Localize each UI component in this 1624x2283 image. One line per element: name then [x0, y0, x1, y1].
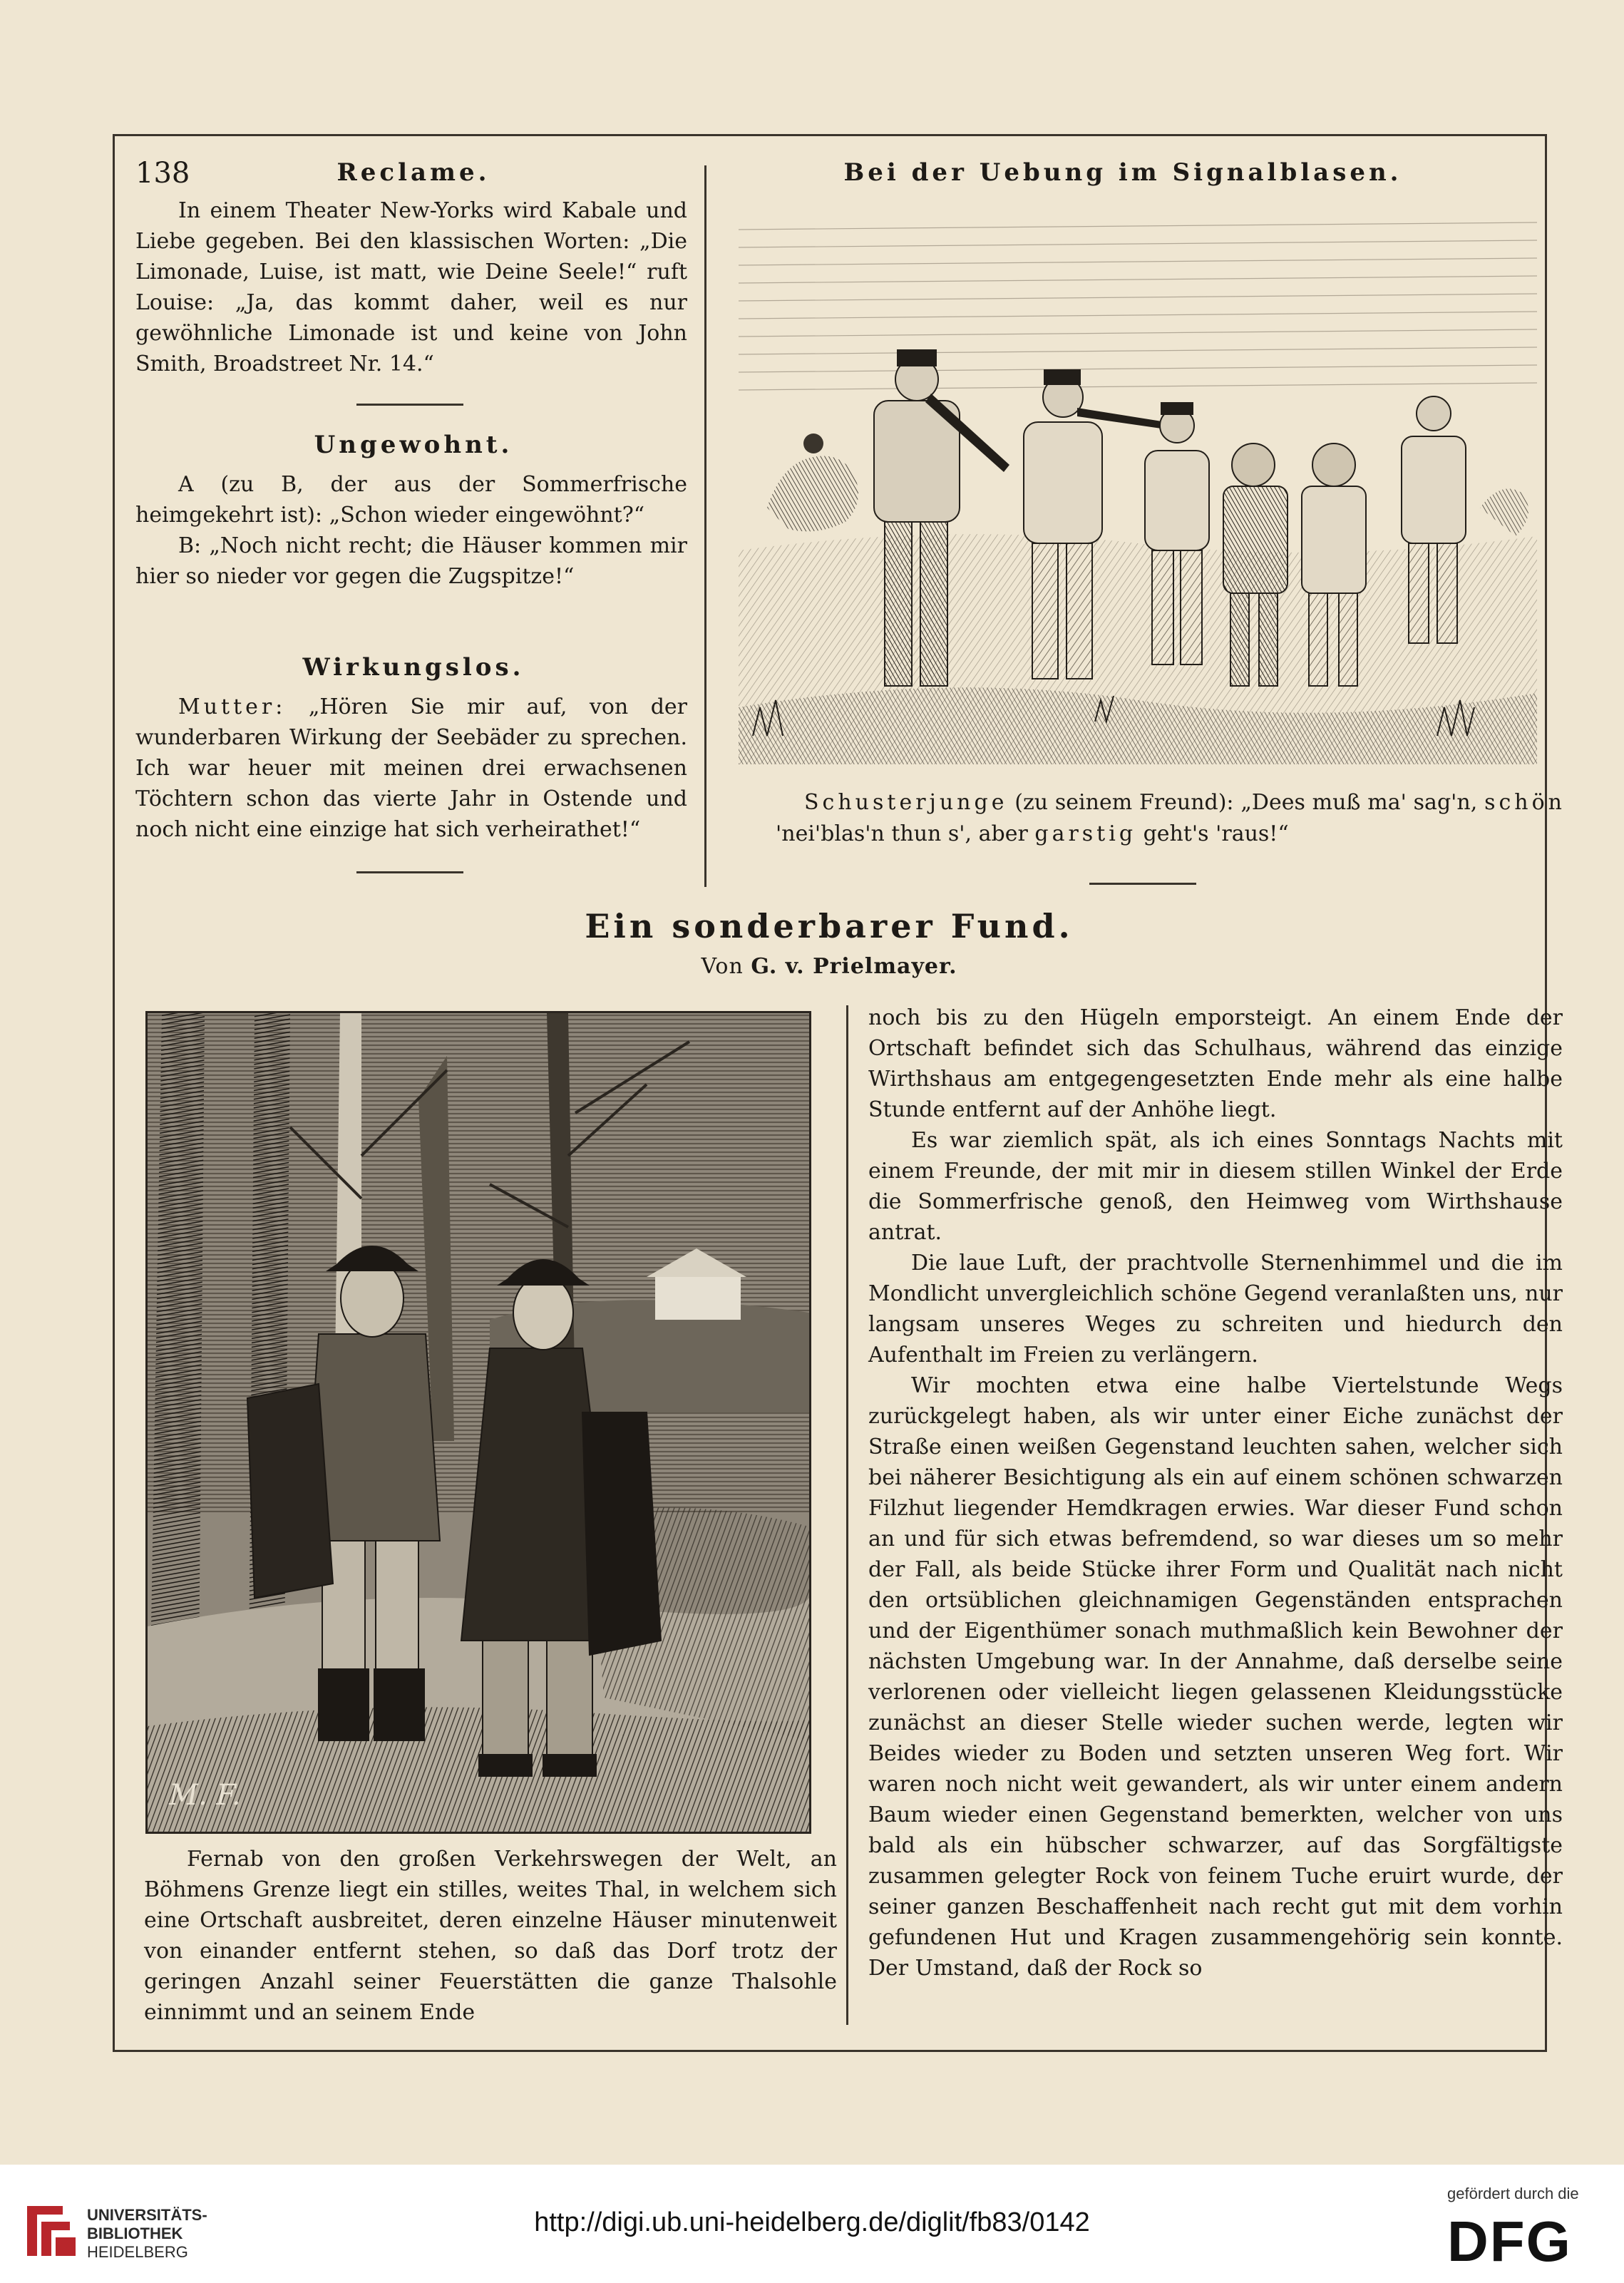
- divider-rule: [1089, 883, 1196, 885]
- library-line-3: HEIDELBERG: [87, 2243, 188, 2261]
- divider-rule: [356, 404, 463, 406]
- story-text-right: [868, 1002, 1563, 1984]
- library-line-2: BIBLIOTHEK: [87, 2225, 183, 2242]
- ungewohnt-line-a: A (zu B, der aus der Sommerfrische heimgekehrt ist): „Schon wieder eingewöhnt?“: [135, 472, 687, 528]
- divider-rule: [356, 871, 463, 873]
- wirkungslos-quote: „Hören Sie mir auf, von der wunderbaren Wirkung der Seebäder zu sprechen. Ich war heuer mit meinen drei erwachsenen Töchtern schon das vierte Jahr in Ostende und noch nicht eine einzige hat sich verheirathet!“: [135, 694, 687, 842]
- library-line-1: UNIVERSITÄTS-: [87, 2206, 207, 2224]
- cartoon-caption: [776, 787, 1566, 850]
- story-paragraph-continuation: noch bis zu den Hügeln emporsteigt. An einem Ende der Ortschaft befindet sich das Schulhaus, während das einzige Wirthshaus am entgegengesetzten Ende mehr als eine halbe Stunde entfernt auf der Anhöhe liegt.: [868, 1005, 1563, 1122]
- funder-note: gefördert durch die: [1447, 2185, 1579, 2202]
- signal-practice-illustration: [739, 208, 1537, 764]
- column-divider-bottom: [846, 1005, 848, 2025]
- story-paragraph: Es war ziemlich spät, als ich eines Sonntags Nachts mit einem Freunde, der mit mir in diesem stillen Winkel der Erde die Sommerfrische genoß, den Heimweg vom Wirthshause antrat.: [868, 1128, 1563, 1245]
- reclame-paragraph: In einem Theater New-Yorks wird Kabale und Liebe gegeben. Bei den klassischen Worten: „Die Limonade, Luise, ist matt, wie Deine Seele!“ ruft Louise: „Ja, das kommt daher, weil es nur gewöhnliche Limonade ist und keine von John Smith, Broadstreet Nr. 14.“: [135, 198, 687, 376]
- story-title: Ein sonderbarer Fund.: [585, 907, 1074, 945]
- story-text-left: [144, 1844, 837, 2028]
- caption-quote-start: „Dees muß ma' sag'n,: [1240, 790, 1478, 815]
- story-opening-paragraph: Fernab von den großen Verkehrswegen der Welt, an Böhmens Grenze liegt ein stilles, weites Thal, in welchem sich eine Ortschaft ausbreitet, deren einzelne Häuser minutenweit von einander entfernt stehen, so daß das Dorf trotz der geringen Anzahl seiner Feuerstätten die ganze Thalsohle einnimmt und an seinem Ende: [144, 1847, 837, 2025]
- page-number: 138: [135, 157, 190, 190]
- permalink-url[interactable]: http://digi.ub.uni-heidelberg.de/diglit/fb83/0142: [534, 2207, 1090, 2237]
- digitization-footer: [0, 2165, 1624, 2283]
- illustration-signature: M. F.: [169, 1779, 241, 1812]
- wirkungslos-text: [135, 692, 687, 845]
- caption-emphasis-1: schön: [1484, 790, 1566, 815]
- caption-aside: (zu seinem Freund):: [1014, 790, 1234, 815]
- ungewohnt-text: [135, 469, 687, 592]
- byline-author: G. v. Prielmayer.: [751, 954, 957, 979]
- cartoon-title: Bei der Uebung im Signalblasen.: [843, 158, 1402, 187]
- reclame-text: [135, 195, 687, 379]
- story-byline: [114, 954, 1544, 979]
- caption-speaker: Schusterjunge: [804, 790, 1008, 815]
- column-divider-top: [704, 165, 706, 887]
- dfg-logo[interactable]: DFG: [1447, 2210, 1572, 2273]
- story-paragraph: Die laue Luft, der prachtvolle Sternenhimmel und die im Mondlicht unvergleichlich schöne Gegend veranlaßten uns, nur langsam unseres Weges zu schreiten und hiedurch den Aufenthalt im Freien zu verlängern.: [868, 1251, 1563, 1368]
- section-title-ungewohnt: Ungewohnt.: [314, 431, 513, 459]
- caption-quote-end: geht's 'raus!“: [1143, 821, 1289, 846]
- caption-emphasis-2: garstig: [1034, 821, 1137, 846]
- wirkungslos-paragraph: [135, 692, 687, 845]
- story-paragraph: Wir mochten etwa eine halbe Viertelstunde Wegs zurückgelegt haben, als wir unter einer Eiche zunächst der Straße einen weißen Gegenstand leuchten sahen, welcher sich bei näherer Besichtigung als ein auf einem schönen schwarzen Filzhut liegender Hemdkragen erwies. War dieser Fund schon an und für sich etwas befremdend, so war dieses um so mehr der Fall, als beide Stücke ihrer Form und Qualität nach nicht den ortsüblichen gleichnamigen Gegenständen entsprachen und der Eigenthümer sonach muthmaßlich kein Bewohner der nächsten Umgebung war. In der Annahme, daß derselbe seine verlorenen oder vielleicht liegen gelassenen Kleidungsstücke zunächst an dieser Stelle wieder suchen werde, legten wir Beides wieder zu Boden und setzten unseren Weg fort. Wir waren noch nicht weit gewandert, als wir unter einem andern Baum wieder einen Gegenstand bemerkten, welcher von uns bald als ein hübscher schwarzer, auf das Sorgfältigste zusammen gelegter Rock von feinem Tuche eruirt wurde, der seiner ganzen Beschaffenheit nach recht gut mit dem vorhin gefundenen Hut und Kragen zusammengehörig sein konnte. Der Umstand, daß der Rock so: [868, 1373, 1563, 1981]
- byline-prefix: Von: [701, 954, 744, 979]
- section-title-wirkungslos: Wirkungslos.: [302, 653, 525, 682]
- wirkungslos-speaker: Mutter:: [178, 694, 287, 719]
- section-title-reclame: Reclame.: [336, 158, 490, 187]
- ungewohnt-line-b: B: „Noch nicht recht; die Häuser kommen mir hier so nieder vor gegen die Zugspitze!“: [135, 533, 687, 589]
- caption-quote-middle: 'nei'blas'n thun s', aber: [776, 821, 1028, 846]
- two-gentlemen-illustration: [145, 1011, 811, 1834]
